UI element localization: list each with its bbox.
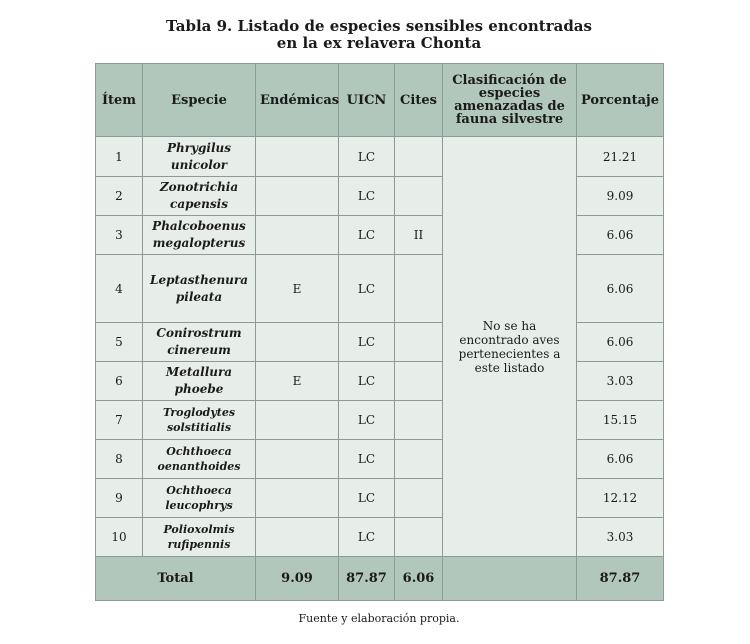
- especie-genus: Zonotrichia: [159, 180, 239, 194]
- total-label: Total: [96, 557, 256, 601]
- header-especie: Especie: [143, 64, 256, 137]
- total-clasificacion: [443, 557, 577, 601]
- table-title-line-1: Tabla 9. Listado de especies sensibles encontradas: [166, 17, 592, 35]
- cell-cites: [395, 518, 443, 557]
- cell-uicn: LC: [339, 362, 395, 401]
- cell-uicn: LC: [339, 323, 395, 362]
- especie-epithet: unicolor: [170, 157, 228, 172]
- cell-especie: [143, 479, 256, 518]
- cell-item: 8: [96, 440, 143, 479]
- table-title: [0, 18, 750, 52]
- cell-item: 4: [96, 255, 143, 323]
- table-row: [96, 518, 664, 557]
- especie-epithet: leucophrys: [165, 499, 233, 512]
- cell-endemica: E: [256, 362, 339, 401]
- cell-porcentaje: 6.06: [577, 255, 664, 323]
- cell-endemica: [256, 323, 339, 362]
- cell-cites: [395, 479, 443, 518]
- especie-epithet: rufipennis: [167, 538, 231, 551]
- cell-especie: [143, 518, 256, 557]
- especie-epithet: cinereum: [167, 343, 231, 357]
- cell-endemica: [256, 137, 339, 177]
- cell-endemica: [256, 177, 339, 216]
- table-row: [96, 137, 664, 177]
- table-row: [96, 479, 664, 518]
- cell-cites: [395, 401, 443, 440]
- especie-genus: Ochthoeca: [166, 484, 232, 497]
- cell-porcentaje: 3.03: [577, 362, 664, 401]
- table-title-line-2: en la ex relavera Chonta: [276, 34, 482, 52]
- cell-item: 5: [96, 323, 143, 362]
- header-item: Ítem: [96, 64, 143, 137]
- cell-porcentaje: 6.06: [577, 216, 664, 255]
- header-cites: Cites: [395, 64, 443, 137]
- cell-endemica: [256, 479, 339, 518]
- cell-cites: [395, 362, 443, 401]
- especie-epithet: oenanthoides: [157, 460, 241, 473]
- especie-genus: Metallura: [165, 365, 233, 379]
- especie-genus: Phrygilus: [166, 140, 232, 155]
- cell-cites: [395, 255, 443, 323]
- table-row: [96, 255, 664, 323]
- table-row: [96, 401, 664, 440]
- cell-especie: [143, 440, 256, 479]
- cell-porcentaje: 3.03: [577, 518, 664, 557]
- total-uicn: 87.87: [339, 557, 395, 601]
- cell-porcentaje: 6.06: [577, 440, 664, 479]
- cell-especie: [143, 401, 256, 440]
- cell-endemica: [256, 216, 339, 255]
- especie-genus: Polioxolmis: [163, 523, 235, 536]
- total-porcentaje: 87.87: [577, 557, 664, 601]
- table-row: [96, 440, 664, 479]
- cell-especie: [143, 137, 256, 177]
- cell-uicn: LC: [339, 177, 395, 216]
- cell-porcentaje: 15.15: [577, 401, 664, 440]
- cell-clasificacion: No se ha encontrado aves pertenecientes a este listado: [443, 137, 577, 557]
- especie-genus: Ochthoeca: [166, 445, 232, 458]
- cell-endemica: [256, 518, 339, 557]
- header-endemicas: Endémicas: [256, 64, 339, 137]
- cell-item: 10: [96, 518, 143, 557]
- table-row: [96, 323, 664, 362]
- total-cites: 6.06: [395, 557, 443, 601]
- especie-epithet: pileata: [175, 289, 223, 304]
- cell-item: 3: [96, 216, 143, 255]
- cell-cites: [395, 177, 443, 216]
- table-row: [96, 177, 664, 216]
- especie-epithet: phoebe: [174, 382, 224, 396]
- cell-uicn: LC: [339, 440, 395, 479]
- species-table: [95, 63, 664, 601]
- header-uicn: UICN: [339, 64, 395, 137]
- especie-epithet: capensis: [170, 197, 228, 211]
- cell-porcentaje: 21.21: [577, 137, 664, 177]
- cell-especie: [143, 216, 256, 255]
- cell-item: 9: [96, 479, 143, 518]
- cell-item: 1: [96, 137, 143, 177]
- cell-cites: II: [395, 216, 443, 255]
- total-row: [96, 557, 664, 601]
- especie-genus: Leptasthenura: [150, 272, 248, 287]
- especie-epithet: solstitialis: [166, 421, 232, 434]
- cell-porcentaje: 12.12: [577, 479, 664, 518]
- header-clasificacion: Clasificación de especies amenazadas de fauna silvestre: [443, 64, 577, 137]
- cell-uicn: LC: [339, 479, 395, 518]
- cell-endemica: [256, 440, 339, 479]
- cell-porcentaje: 9.09: [577, 177, 664, 216]
- header-porcentaje: Porcentaje: [577, 64, 664, 137]
- especie-epithet: megalopterus: [152, 236, 246, 250]
- cell-uicn: LC: [339, 518, 395, 557]
- cell-especie: [143, 362, 256, 401]
- cell-uicn: LC: [339, 255, 395, 323]
- cell-cites: [395, 323, 443, 362]
- cell-item: 2: [96, 177, 143, 216]
- cell-uicn: LC: [339, 216, 395, 255]
- cell-cites: [395, 440, 443, 479]
- total-endemicas: 9.09: [256, 557, 339, 601]
- cell-endemica: [256, 401, 339, 440]
- cell-uicn: LC: [339, 401, 395, 440]
- cell-uicn: LC: [339, 137, 395, 177]
- especie-genus: Troglodytes: [162, 406, 236, 419]
- cell-especie: [143, 323, 256, 362]
- cell-item: 6: [96, 362, 143, 401]
- table-row: [96, 216, 664, 255]
- cell-item: 7: [96, 401, 143, 440]
- cell-especie: [143, 255, 256, 323]
- cell-porcentaje: 6.06: [577, 323, 664, 362]
- especie-genus: Conirostrum: [156, 326, 242, 340]
- cell-cites: [395, 137, 443, 177]
- especie-genus: Phalcoboenus: [152, 219, 246, 233]
- cell-especie: [143, 177, 256, 216]
- cell-endemica: E: [256, 255, 339, 323]
- source-note: Fuente y elaboración propia.: [298, 612, 460, 625]
- table-row: [96, 362, 664, 401]
- header-row: [96, 64, 664, 137]
